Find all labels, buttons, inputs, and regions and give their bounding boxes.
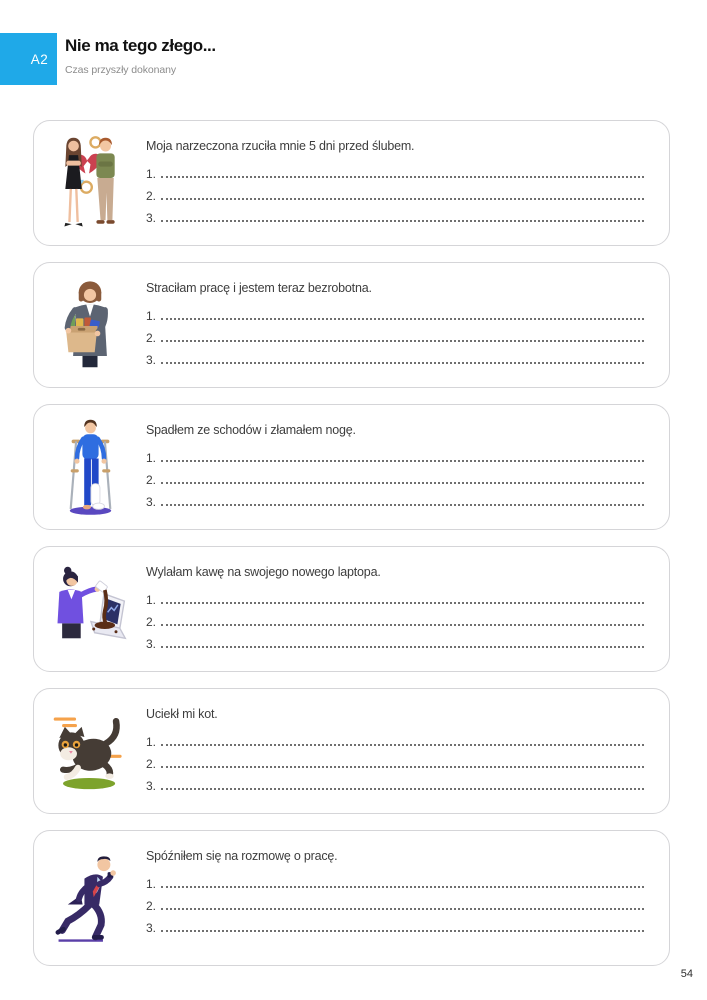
answer-number: 1. (146, 593, 157, 607)
answer-blank-line (161, 198, 644, 200)
answer-row (146, 629, 644, 651)
answer-number: 2. (146, 189, 157, 203)
answer-number: 1. (146, 877, 157, 891)
exercise-card-lost-cat (33, 688, 670, 814)
answer-blank-line (161, 504, 644, 506)
answer-blank-line (161, 460, 644, 462)
coffee-on-laptop-illustration (34, 547, 146, 671)
answer-blank-line (161, 646, 644, 648)
answer-blank-line (161, 318, 644, 320)
exercise-card-spilled-coffee (33, 546, 670, 672)
answer-number: 3. (146, 637, 157, 651)
card-content (146, 547, 669, 671)
answer-row (146, 869, 644, 891)
card-content (146, 121, 669, 245)
answer-blank-line (161, 624, 644, 626)
answer-row (146, 465, 644, 487)
exercise-card-late-interview (33, 830, 670, 966)
answer-number: 1. (146, 167, 157, 181)
answer-row (146, 607, 644, 629)
answer-blank-line (161, 220, 644, 222)
answer-row (146, 585, 644, 607)
answer-row (146, 159, 644, 181)
answer-number: 2. (146, 757, 157, 771)
answer-row (146, 181, 644, 203)
page-subtitle: Czas przyszły dokonany (65, 64, 177, 76)
answer-number: 1. (146, 735, 157, 749)
answer-number: 1. (146, 309, 157, 323)
answer-blank-line (161, 176, 644, 178)
exercise-list (33, 120, 670, 966)
answer-number: 2. (146, 615, 157, 629)
answer-blank-line (161, 362, 644, 364)
answer-row (146, 749, 644, 771)
answer-blank-line (161, 930, 644, 932)
card-content (146, 831, 669, 965)
page-title: Nie ma tego złego... (65, 36, 216, 55)
answer-row (146, 487, 644, 509)
answer-blank-line (161, 788, 644, 790)
answer-row (146, 913, 644, 935)
answer-blank-line (161, 482, 644, 484)
prompt-sentence: Moja narzeczona rzuciła mnie 5 dni przed ślubem. (146, 139, 415, 153)
level-badge (0, 33, 57, 85)
answer-number: 2. (146, 473, 157, 487)
prompt-sentence: Spadłem ze schodów i złamałem nogę. (146, 423, 356, 437)
answer-blank-line (161, 908, 644, 910)
answer-blank-line (161, 766, 644, 768)
exercise-card-broken-leg (33, 404, 670, 530)
card-content (146, 689, 669, 813)
answer-row (146, 771, 644, 793)
prompt-sentence: Wylałam kawę na swojego nowego laptopa. (146, 565, 381, 579)
answer-blank-line (161, 886, 644, 888)
exercise-card-job-loss (33, 262, 670, 388)
answer-row (146, 891, 644, 913)
card-content (146, 405, 669, 529)
level-badge-label: A2 (30, 51, 49, 67)
page-number: 54 (680, 968, 693, 980)
answer-row (146, 345, 644, 367)
running-cat-illustration (34, 689, 146, 813)
answer-number: 3. (146, 921, 157, 935)
prompt-sentence: Uciekł mi kot. (146, 707, 218, 721)
answer-number: 3. (146, 495, 157, 509)
answer-row (146, 443, 644, 465)
answer-number: 3. (146, 353, 157, 367)
exercise-card-breakup (33, 120, 670, 246)
answer-row (146, 301, 644, 323)
answer-number: 3. (146, 211, 157, 225)
answer-number: 1. (146, 451, 157, 465)
card-content (146, 263, 669, 387)
answer-row (146, 323, 644, 345)
answer-blank-line (161, 340, 644, 342)
answer-row (146, 727, 644, 749)
running-businessman-illustration (34, 831, 146, 965)
man-on-crutches-illustration (34, 405, 146, 529)
prompt-sentence: Straciłam pracę i jestem teraz bezrobotna. (146, 281, 372, 295)
answer-number: 2. (146, 331, 157, 345)
prompt-sentence: Spóźniłem się na rozmowę o pracę. (146, 849, 338, 863)
fired-woman-box-illustration (34, 263, 146, 387)
answer-blank-line (161, 744, 644, 746)
answer-number: 3. (146, 779, 157, 793)
answer-blank-line (161, 602, 644, 604)
couple-breakup-illustration (34, 121, 146, 245)
answer-row (146, 203, 644, 225)
answer-number: 2. (146, 899, 157, 913)
